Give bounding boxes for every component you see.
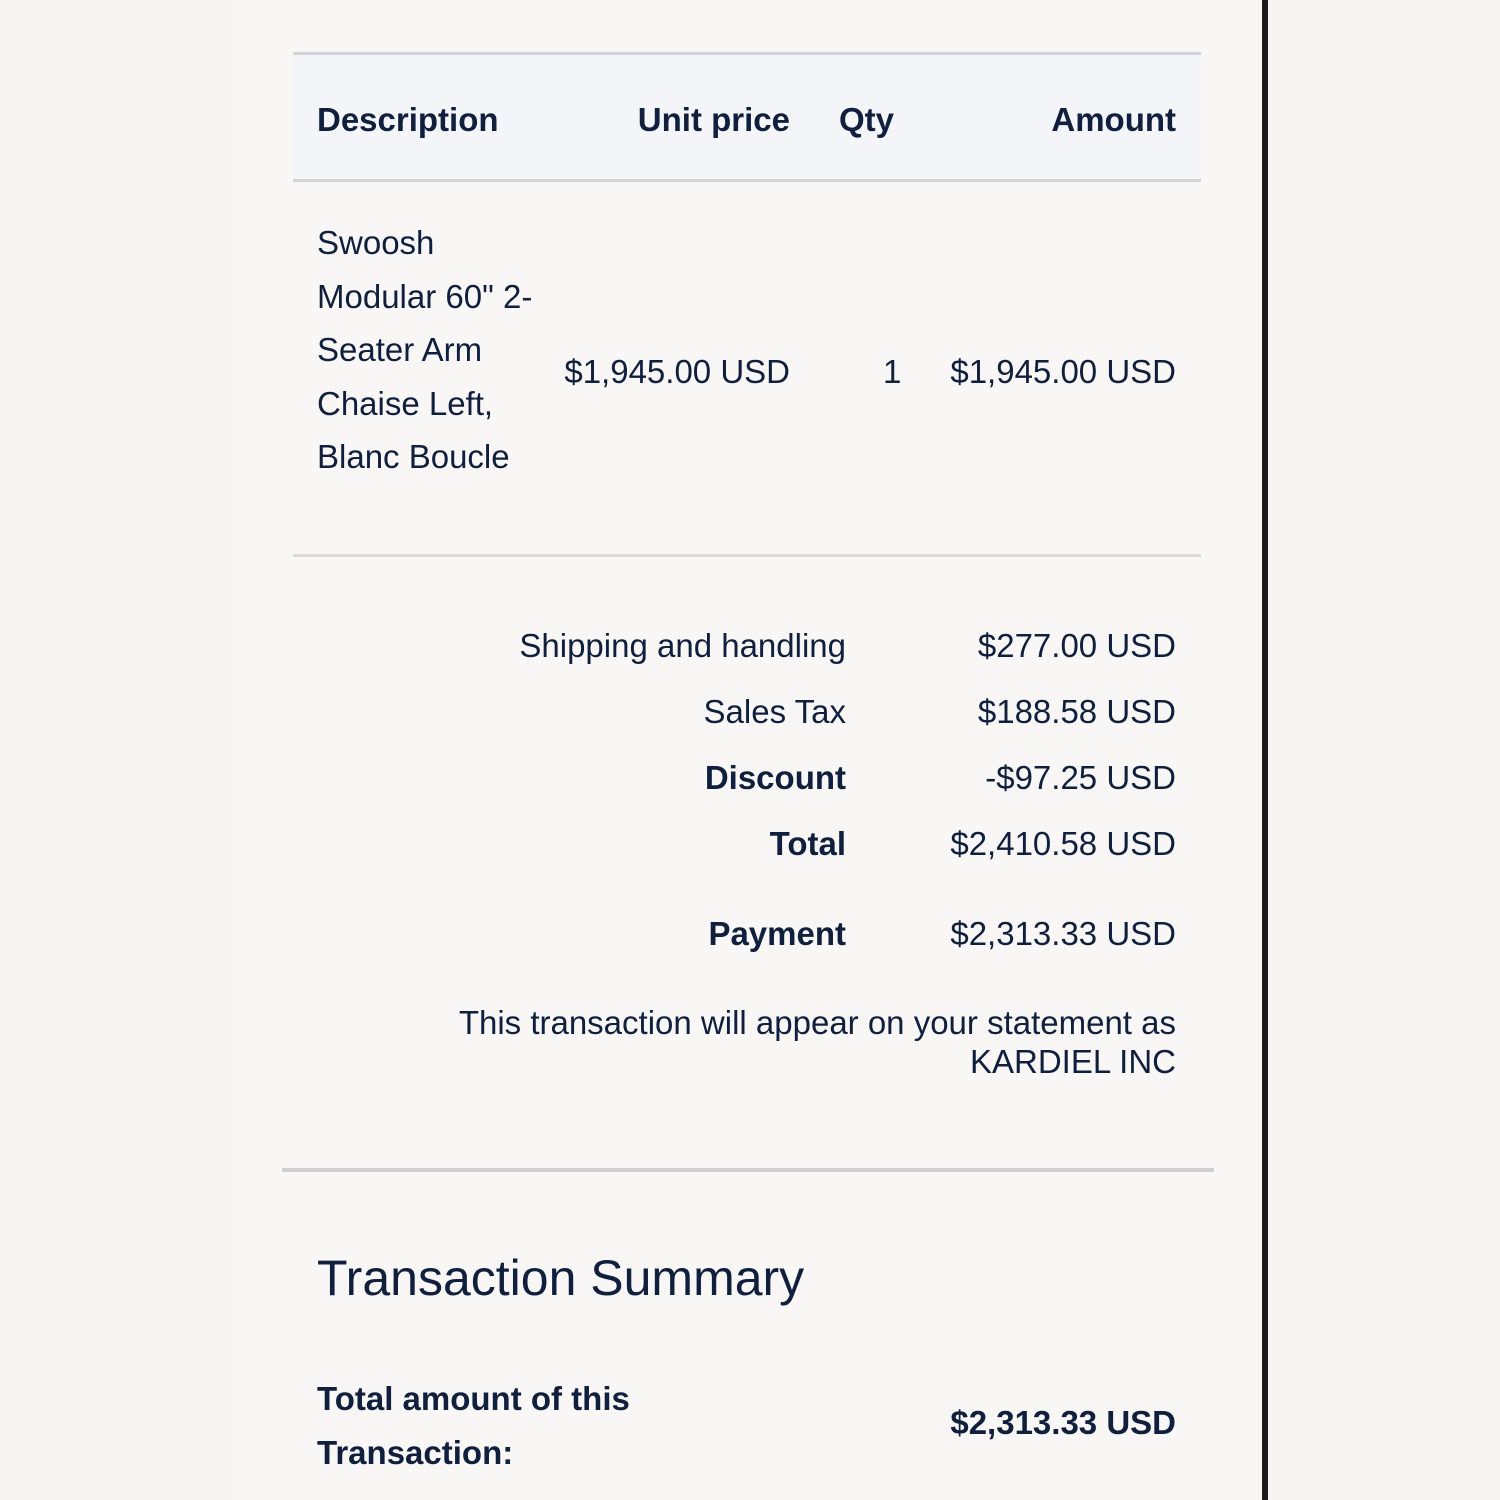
item-description: Swoosh Modular 60" 2-Seater Arm Chaise Left, Blanc Boucle: [317, 224, 533, 476]
header-unit-price: Unit price: [637, 101, 790, 138]
transaction-summary-title: Transaction Summary: [317, 1250, 805, 1306]
header-description: Description: [317, 101, 499, 138]
header-qty: Qty: [839, 101, 895, 138]
section-divider: [282, 1168, 1214, 1172]
outer-background: [1268, 0, 1500, 1500]
item-unit-price: $1,945.00 USD: [564, 353, 790, 390]
discount-value: -$97.25 USD: [985, 759, 1176, 796]
payment-label: Payment: [708, 915, 846, 952]
discount-label: Discount: [704, 759, 846, 796]
total-label: Total: [769, 825, 846, 862]
sales-tax-label: Sales Tax: [703, 693, 846, 730]
shipping-value: $277.00 USD: [977, 627, 1176, 664]
shipping-label: Shipping and handling: [519, 627, 846, 664]
sales-tax-value: $188.58 USD: [977, 693, 1176, 730]
summary-total-value: $2,313.33 USD: [950, 1404, 1176, 1441]
statement-note: This transaction will appear on your statement as KARDIEL INC: [458, 1004, 1176, 1080]
payment-value: $2,313.33 USD: [950, 915, 1176, 952]
summary-total-label: Total amount of this Transaction:: [317, 1380, 630, 1471]
header-amount: Amount: [1051, 101, 1176, 138]
item-amount: $1,945.00 USD: [950, 353, 1176, 390]
table-row: [293, 182, 1201, 557]
item-qty: 1: [883, 353, 902, 390]
table-header-row: [293, 52, 1201, 182]
total-value: $2,410.58 USD: [950, 825, 1176, 862]
